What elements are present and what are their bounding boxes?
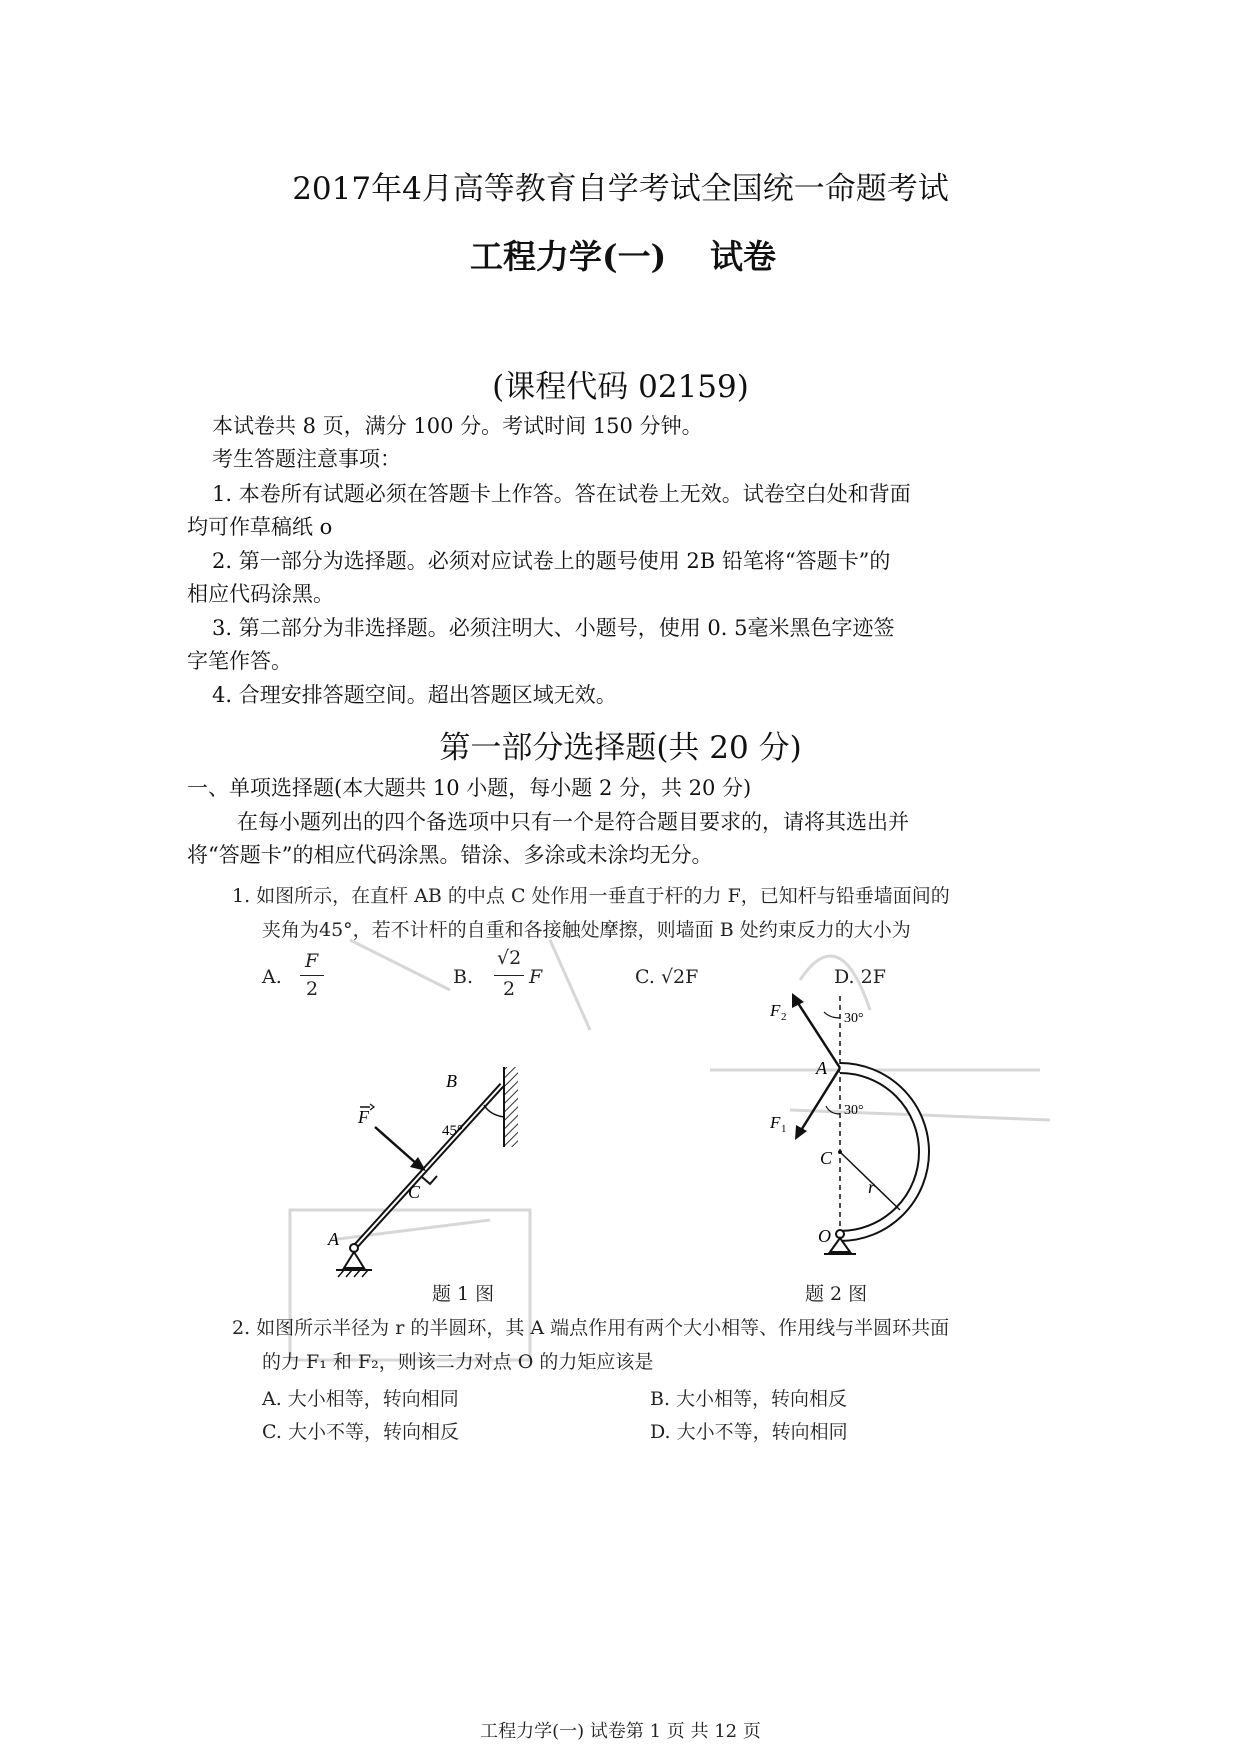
label-b: B bbox=[446, 1071, 457, 1091]
q2-option-a: A. 大小相等，转向相同 bbox=[262, 1388, 459, 1410]
q2-line: 2. 如图所示半径为 r 的半圆环，其 A 端点作用有两个大小相等、作用线与半圆环共面 bbox=[232, 1317, 950, 1339]
section-heading: 一、单项选择题(本大题共 10 小题，每小题 2 分，共 20 分) bbox=[187, 776, 752, 800]
label-r: r bbox=[868, 1177, 876, 1197]
course-code: (课程代码 02159) bbox=[492, 369, 749, 405]
label-angle-30-bottom: 30° bbox=[844, 1103, 864, 1118]
figure-1-caption: 题 1 图 bbox=[432, 1283, 495, 1305]
figure-1 bbox=[330, 1065, 560, 1295]
label-f2: F bbox=[770, 1001, 781, 1020]
page-footer: 工程力学(一) 试卷第 1 页 共 12 页 bbox=[480, 1721, 761, 1742]
q2-option-b: B. 大小相等，转向相反 bbox=[650, 1388, 848, 1410]
subject-title: 工程力学(一) bbox=[470, 237, 667, 276]
note-line: 均可作草稿纸 o bbox=[187, 515, 333, 539]
label-a: A bbox=[816, 1058, 827, 1078]
label-f1: F bbox=[770, 1113, 781, 1132]
q1-option-b-tail: F bbox=[529, 966, 543, 988]
part-title: 第一部分选择题(共 20 分) bbox=[439, 730, 802, 766]
label-angle-30-top: 30° bbox=[844, 1011, 864, 1026]
fraction-bar bbox=[494, 975, 524, 976]
q1-line: 1. 如图所示，在直杆 AB 的中点 C 处作用一垂直于杆的力 F，已知杆与铅垂墙面间的 bbox=[232, 885, 950, 907]
paper-summary: 本试卷共 8 页，满分 100 分。考试时间 150 分钟。 bbox=[212, 414, 703, 438]
q2-option-c: C. 大小不等，转向相反 bbox=[262, 1421, 459, 1443]
label-f1-sub: 1 bbox=[781, 1123, 787, 1135]
q1-line: 夹角为45°，若不计杆的自重和各接触处摩擦，则墙面 B 处约束反力的大小为 bbox=[262, 919, 911, 941]
instruction-line: 在每小题列出的四个备选项中只有一个是符合题目要求的，请将其选出并 bbox=[237, 810, 909, 834]
label-c: C bbox=[408, 1182, 421, 1202]
exam-title: 2017年4月高等教育自学考试全国统一命题考试 bbox=[292, 171, 949, 207]
note-line: 字笔作答。 bbox=[187, 649, 292, 673]
label-f: F bbox=[358, 1107, 369, 1127]
figure-2 bbox=[760, 990, 940, 1260]
notice-heading: 考生答题注意事项： bbox=[212, 447, 401, 471]
q1-option-c: C. √2F bbox=[635, 966, 699, 988]
figure-2-caption: 题 2 图 bbox=[805, 1283, 868, 1305]
note-line: 3. 第二部分为非选择题。必须注明大、小题号，使用 0. 5毫米黑色字迹签 bbox=[212, 616, 895, 640]
q1-option-a-numerator: F bbox=[305, 950, 319, 972]
q1-option-b-numerator: √2 bbox=[497, 947, 522, 969]
paper-label: 试卷 bbox=[710, 237, 776, 276]
note-line: 相应代码涂黑。 bbox=[187, 582, 334, 606]
fraction-bar bbox=[300, 975, 324, 976]
q1-option-b-denominator: 2 bbox=[503, 978, 516, 1000]
note-line: 4. 合理安排答题空间。超出答题区域无效。 bbox=[212, 683, 617, 707]
q2-option-d: D. 大小不等，转向相同 bbox=[650, 1421, 848, 1443]
q1-option-a: A. bbox=[262, 966, 282, 988]
q1-option-b: B. bbox=[453, 966, 474, 988]
q1-option-a-denominator: 2 bbox=[306, 978, 319, 1000]
q1-option-d: D. 2F bbox=[834, 966, 886, 988]
label-c: C bbox=[820, 1148, 833, 1168]
label-f2-sub: 2 bbox=[781, 1011, 787, 1023]
label-a: A bbox=[328, 1229, 339, 1249]
instruction-line: 将“答题卡”的相应代码涂黑。错涂、多涂或未涂均无分。 bbox=[187, 843, 713, 867]
q2-line: 的力 F₁ 和 F₂，则该二力对点 O 的力矩应该是 bbox=[262, 1351, 654, 1373]
note-line: 1. 本卷所有试题必须在答题卡上作答。答在试卷上无效。试卷空白处和背面 bbox=[212, 482, 911, 506]
label-angle: 45° bbox=[442, 1123, 463, 1139]
note-line: 2. 第一部分为选择题。必须对应试卷上的题号使用 2B 铅笔将“答题卡”的 bbox=[212, 549, 891, 573]
label-o: O bbox=[818, 1226, 831, 1246]
